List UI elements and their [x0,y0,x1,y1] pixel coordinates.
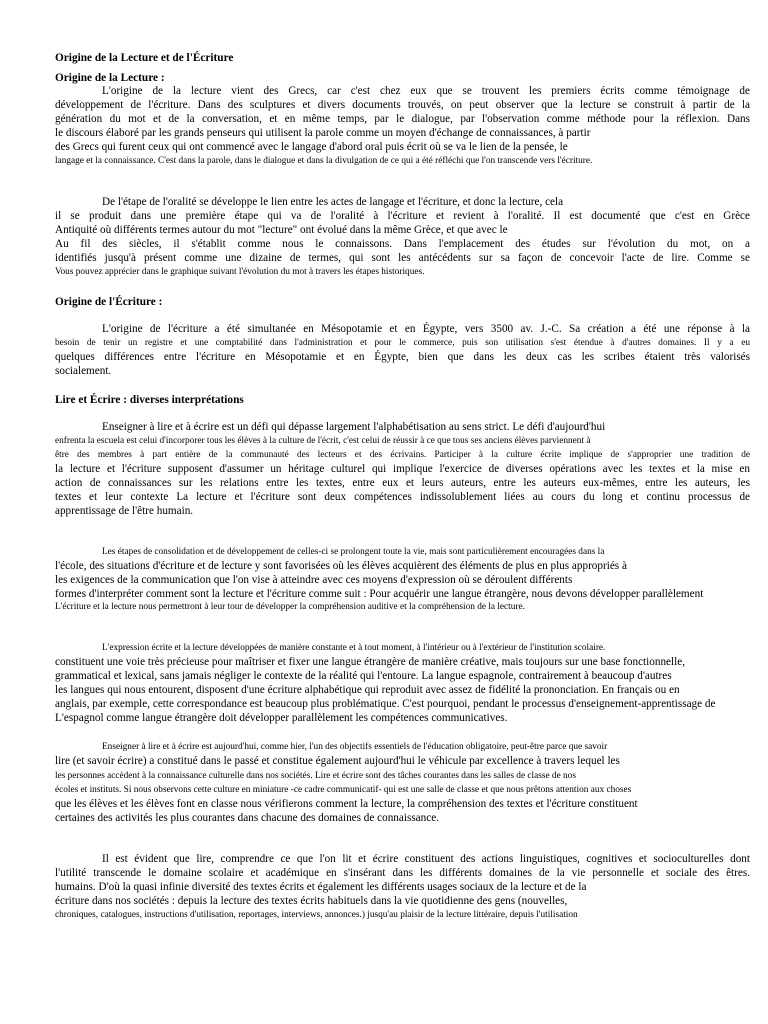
paragraph-line: grammatical et lexical, sans jamais négliger le contexte de la réalité qui l'entoure. La langue espagnole, contrairement à beaucoup d'autres [55,670,672,682]
section-heading-ecriture: Origine de l'Écriture : [55,296,163,308]
paragraph-line: apprentissage de l'être humain. [55,505,194,517]
paragraph-line: Enseigner à lire et à écrire est aujourd'hui, comme hier, l'un des objectifs essentiels de l'éducation obligatoire, peut-être parce que savoir [102,742,608,752]
section-heading-lecture: Origine de la Lecture : [55,72,165,84]
paragraph-line: Vous pouvez apprécier dans le graphique suivant l'évolution du mot à travers les étapes historiques. [55,267,425,277]
paragraph-line: quelques différences entre l'écriture en Mésopotamie et en Égypte, bien que dans les deux cas les scribes étaient très valorisés [55,351,750,363]
paragraph-line: développement de l'écriture. Dans des sculptures et divers documents trouvés, on peut observer que la lecture se construit à partir de la [55,99,750,111]
paragraph-line: Les étapes de consolidation et de développement de celles-ci se prolongent toute la vie, mais sont particulièrement encouragées dans la [102,547,605,557]
paragraph-line: des Grecs qui furent ceux qui ont commencé avec le langage d'abord oral puis écrit où se va le lien de la pensée, le [55,141,568,153]
paragraph-line: les langues qui nous entourent, disposent d'une écriture alphabétique qui reproduit avec assez de fidélité la prononciation. En français ou en [55,684,680,696]
paragraph-line: écoles et instituts. Si nous observons cette culture en miniature -ce cadre communicatif- qui est une salle de classe et que nous prêtons attention aux choses [55,785,632,795]
paragraph-line: formes d'interpréter comment sont la lecture et l'écriture comme suit : Pour acquérir une langue étrangère, nous devons développer parallèlement [55,588,704,600]
paragraph-line: L'origine de la lecture vient des Grecs, car c'est chez eux que se trouvent les premiers écrits comme témoignage de [102,85,750,97]
section-heading-lire-ecrire: Lire et Écrire : diverses interprétations [55,394,244,406]
paragraph-line: les personnes accèdent à la connaissance culturelle dans nos sociétés. Lire et écrire sont des tâches courantes dans les salles de classe de nos [55,771,576,781]
paragraph-line: que les élèves et les élèves font en classe nous vérifierons comment la lecture, la compréhension des textes et l'écriture constituent [55,798,638,810]
paragraph-line: Antiquité où différents termes autour du mot "lecture" ont évolué dans la même Grèce, et que avec le [55,224,508,236]
paragraph-line: certaines des activités les plus courantes dans chacune des domaines de connaissance. [55,812,439,824]
paragraph-line: identifiés jusqu'à présent comme une dizaine de termes, qui sont les antécédents sur sa façon de concevoir l'acte de lire. Comme se [55,252,750,264]
paragraph-line: textes et leur contexte La lecture et l'écriture sont deux compétences indissolublement liées au cours du long et continu processus de [55,491,750,503]
paragraph-line: L'origine de l'écriture a été simultanée en Mésopotamie et en Égypte, vers 3500 av. J.-C. Sa création a été une réponse à la [102,323,750,335]
paragraph-line: enfrenta la escuela est celui d'incorporer tous les élèves à la culture de l'écrit, c'est celui de réussir à ce que tous ses anciens élèves parviennent à [55,436,591,446]
paragraph-line: socialement. [55,365,112,377]
paragraph-line: Enseigner à lire et à écrire est un défi qui dépasse largement l'alphabétisation au sens strict. Le défi d'aujourd'hui [102,421,606,433]
paragraph-line: Il est évident que lire, comprendre ce que l'on lit et écrire constituent des actions linguistiques, cognitives et socioculturelles dont [102,853,750,865]
paragraph-line: il se produit dans une première étape qui va de l'oralité à l'écriture et revient à l'oralité. Il est documenté que c'est en Grèce [55,210,750,222]
paragraph-line: être des membres à part entière de la communauté des lecteurs et des écrivains. Participer à la culture écrite implique de s'approprier une tradition de [55,450,750,460]
paragraph-line: anglais, par exemple, cette correspondance est beaucoup plus problématique. C'est pourquoi, pendant le processus d'enseignement-apprentissage de [55,698,716,710]
paragraph-line: constituent une voie très précieuse pour maîtriser et fixer une langue étrangère de manière créative, mais toujours sur une base fonctionnelle, [55,656,685,668]
paragraph-line: la lecture et l'écriture supposent d'assumer un héritage culturel qui implique l'exercice de diverses opérations avec les textes et la mise en [55,463,750,475]
paragraph-line: Au fil des siècles, il s'établit comme nous le connaissons. Dans l'emplacement des études sur l'évolution du mot, on a [55,238,750,250]
paragraph-line: besoin de tenir un registre et une comptabilité dans l'administration et pour le commerce, puis son utilisation s'est étendue à d'autres domaines. Il y a eu [55,338,750,348]
document-title: Origine de la Lecture et de l'Écriture [55,52,234,64]
paragraph-line: chroniques, catalogues, instructions d'utilisation, reportages, interviews, annonces.) jusqu'au plaisir de la lecture littéraire, depuis l'utilisation [55,910,578,920]
paragraph-line: écriture dans nos sociétés : depuis la lecture des textes écrits habituels dans la vie quotidienne des gens (nouvelles, [55,895,568,907]
paragraph-line: L'espagnol comme langue étrangère doit développer parallèlement les compétences communicatives. [55,712,508,724]
paragraph-line: langage et la connaissance. C'est dans la parole, dans le dialogue et dans la divulgation de ce qui a été réfléchi que l'on transcende vers l'écriture. [55,156,593,166]
paragraph-line: les exigences de la communication que l'on vise à atteindre avec ces moyens d'expression où se déroulent différents [55,574,573,586]
paragraph-line: génération du mot et de la conversation, et en même temps, par le dialogue, par l'observation comme méthode pour la réflexion. Dans [55,113,750,125]
paragraph-line: l'utilité transcende le domaine scolaire et académique en s'insérant dans les différents domaines de la vie personnelle et sociale des êtres. [55,867,750,879]
paragraph-line: De l'étape de l'oralité se développe le lien entre les actes de langage et l'écriture, et donc la lecture, cela [102,196,564,208]
paragraph-line: humains. D'où la quasi infinie diversité des textes écrits et également les différents usages sociaux de la lecture et de la [55,881,587,893]
paragraph-line: action de connaissances sur les relations entre les textes, entre eux et leurs auteurs, entre les auteurs eux-mêmes, entre les auteurs, les [55,477,750,489]
paragraph-line: lire (et savoir écrire) a constitué dans le passé et constitue également aujourd'hui le véhicule par excellence à travers lequel les [55,755,620,767]
paragraph-line: l'école, des situations d'écriture et de lecture y sont favorisées où les élèves acquièrent des éléments de plus en plus appropriés à [55,560,627,572]
paragraph-line: le discours élaboré par les grands penseurs qui utilisent la parole comme un moyen d'échange de connaissances, à partir [55,127,591,139]
paragraph-line: L'expression écrite et la lecture développées de manière constante et à tout moment, à l'intérieur ou à l'extérieur de l'institution scolaire. [102,643,606,653]
paragraph-line: L'écriture et la lecture nous permettront à leur tour de développer la compréhension auditive et la compréhension de la lecture. [55,602,525,612]
